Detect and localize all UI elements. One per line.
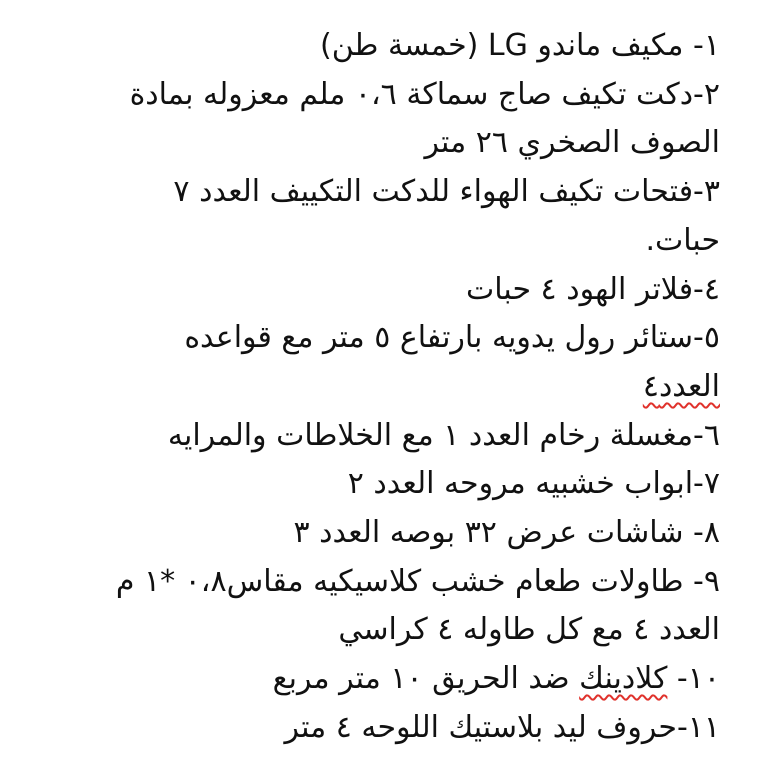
- line-text: الصوف الصخري ٢٦ متر: [424, 125, 720, 161]
- list-line: [60, 217, 720, 266]
- misspelled-word[interactable]: العدد٤: [642, 368, 720, 404]
- line-text: حبات.: [645, 222, 720, 258]
- list-line: [60, 314, 720, 363]
- list-line: [60, 71, 720, 120]
- line-text: ٧-ابواب خشبيه مروحه العدد ٢: [347, 466, 720, 502]
- list-line: [60, 558, 720, 607]
- list-line: [60, 363, 720, 412]
- list-line: [60, 655, 720, 704]
- line-text: ٦-مغسلة رخام العدد ١ مع الخلاطات والمرايه: [167, 417, 720, 453]
- line-text: ٣-فتحات تكيف الهواء للدكت التكييف العدد ٧: [173, 174, 720, 210]
- document-body: [60, 22, 720, 753]
- misspelled-word[interactable]: كلادينك: [579, 661, 668, 697]
- list-line: [60, 119, 720, 168]
- line-text: ٥-ستائر رول يدويه بارتفاع ٥ متر مع قواعده: [184, 320, 720, 356]
- line-text: ١٠-: [667, 661, 720, 697]
- list-line: [60, 704, 720, 753]
- list-line: [60, 509, 720, 558]
- list-line: [60, 22, 720, 71]
- line-text: العدد ٤ مع كل طاوله ٤ كراسي: [338, 612, 720, 648]
- list-line: [60, 168, 720, 217]
- line-text: ٩- طاولات طعام خشب كلاسيكيه مقاس٠،٨ *١ م: [115, 563, 720, 599]
- line-text: ٢-دكت تكيف صاج سماكة ٠،٦ ملم معزوله بمادة: [129, 76, 720, 112]
- line-text: ١١-حروف ليد بلاستيك اللوحه ٤ متر: [284, 709, 720, 745]
- list-line: [60, 606, 720, 655]
- line-text: ٤-فلاتر الهود ٤ حبات: [466, 271, 720, 307]
- line-text: ١- مكيف ماندو LG (خمسة طن): [319, 28, 720, 63]
- line-text: ضد الحريق ١٠ متر مربع: [272, 661, 580, 697]
- line-text: ٨- شاشات عرض ٣٢ بوصه العدد ٣: [293, 515, 720, 551]
- list-line: [60, 412, 720, 461]
- list-line: [60, 266, 720, 315]
- list-line: [60, 460, 720, 509]
